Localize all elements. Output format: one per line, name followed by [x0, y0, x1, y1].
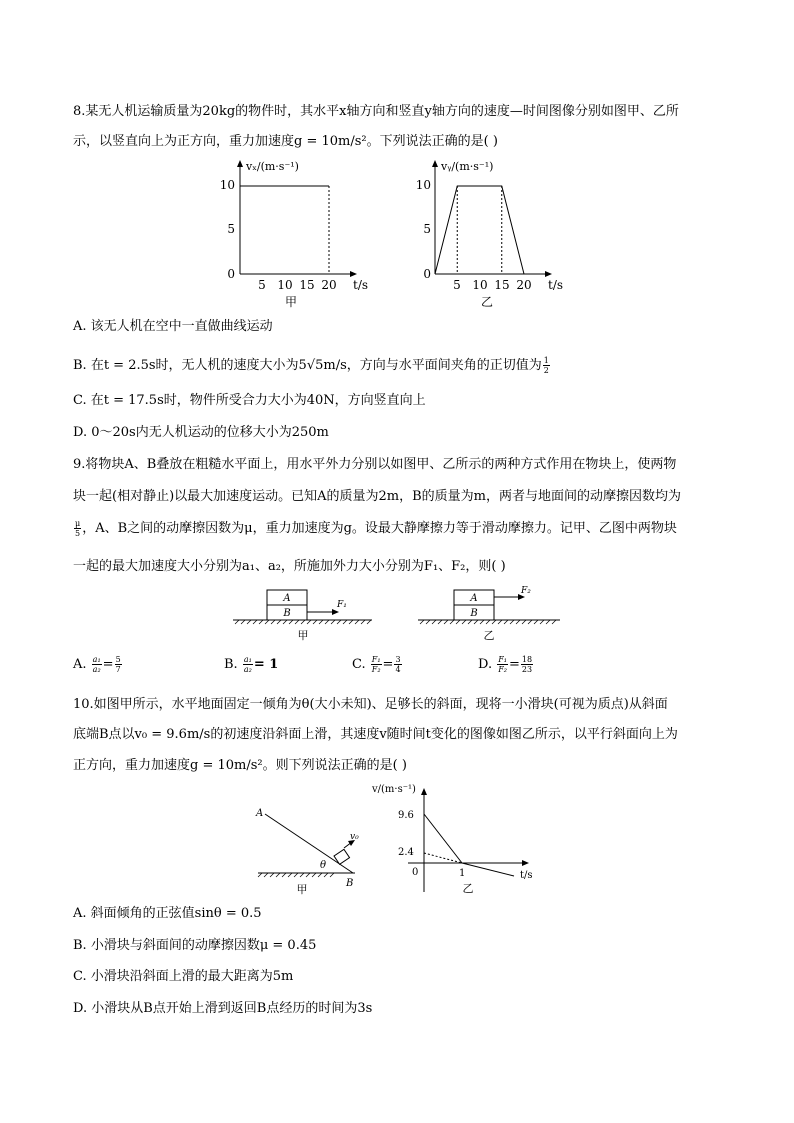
- q10a-label-b: B: [346, 878, 354, 889]
- q8a-y-arrow: [237, 160, 243, 167]
- q10b-up-line: [424, 814, 462, 863]
- q10b-ytick-2-4: 2.4: [398, 847, 414, 858]
- q10-option-d: D. 小滑块从B点开始上滑到返回B点经历的时间为3s: [73, 1001, 373, 1016]
- q8a-ylabel: vₓ/(m·s⁻¹): [246, 160, 299, 173]
- q9-option-d-rhs-den: 23: [521, 665, 533, 674]
- q9-option-c-lhs: [371, 655, 382, 674]
- q10a-hatch: [258, 873, 334, 877]
- q10-option-a: A. 斜面倾角的正弦值sinθ = 0.5: [73, 906, 262, 921]
- q10b-zero: 0: [412, 867, 419, 878]
- q10b-caption: 乙: [462, 882, 474, 895]
- q10b-down-line: [462, 863, 514, 876]
- q9-option-a-lhs-num: a₁: [92, 655, 101, 664]
- q9-stem-line4: 一起的最大加速度大小分别为a₁、a₂，所施加外力大小分别为F₁、F₂，则( ): [73, 559, 506, 574]
- q9-jia-hatch: [235, 620, 371, 624]
- q10-stem-line1: 10.如图甲所示，水平地面固定一倾角为θ(大小未知)、足够长的斜面，现将一小滑块(可视为质点)从斜面: [73, 697, 668, 712]
- q9-option-c-lhs-den: F₂: [371, 665, 381, 674]
- q9-option-a-rhs-den: 7: [115, 665, 121, 674]
- q10-figure-a: [250, 800, 370, 896]
- q9-option-b-lhs-num: a₁: [243, 655, 252, 664]
- q8b-x-arrow: [545, 271, 552, 277]
- q9-option-d-rhs: [521, 655, 533, 674]
- q9-yi-hatch: [420, 620, 556, 624]
- q8b-ylabel: vᵧ/(m·s⁻¹): [441, 160, 494, 173]
- q10a-label-a: A: [256, 808, 264, 819]
- q8a-xtick-20: 20: [321, 278, 337, 292]
- q8b-xtick-20: 20: [516, 278, 532, 292]
- q10-option-c: C. 小滑块沿斜面上滑的最大距离为5m: [73, 969, 294, 984]
- q8a-xtick-15: 15: [299, 278, 315, 292]
- q8a-xlabel: t/s: [353, 278, 369, 292]
- q8-stem-line2: 示，以竖直向上为正方向，重力加速度g = 10m/s²。下列说法正确的是( ): [73, 134, 498, 149]
- q9-option-c-rhs-num: 3: [395, 655, 401, 664]
- q9-stem-line3-text: ，A、B之间的动摩擦因数为μ，重力加速度为g。设最大静摩擦力等于滑动摩擦力。记甲、乙图中两物块: [82, 521, 677, 536]
- q9-option-a-eq: =: [102, 657, 114, 672]
- q9-yi-label-a: A: [470, 593, 478, 604]
- q8b-xtick-15: 15: [494, 278, 510, 292]
- q9-option-d-lhs-num: F₁: [498, 655, 507, 664]
- q9-option-a-rhs-num: 5: [115, 655, 121, 664]
- q9-stem-line1: 9.将物块A、B叠放在粗糙水平面上，用水平外力分别以如图甲、乙所示的两种方式作用在物块上，使两物: [73, 457, 677, 472]
- q10-stem-line2: 底端B点以v₀ = 9.6m/s的初速度沿斜面上滑，其速度v随时间t变化的图像如图乙所示，以平行斜面向上为: [73, 727, 678, 742]
- q8-figure-b: [412, 158, 572, 310]
- q9-option-a-label: A.: [73, 657, 87, 672]
- q9-option-d-lhs: [497, 655, 508, 674]
- q9-stem-line3: [73, 519, 677, 538]
- q8b-xtick-10: 10: [472, 278, 488, 292]
- q8-option-c: C. 在t = 17.5s时，物件所受合力大小为40N，方向竖直向上: [73, 393, 426, 408]
- q8-option-a: A. 该无人机在空中一直做曲线运动: [73, 319, 273, 334]
- q9-figure: [225, 585, 575, 643]
- q9-stem-line2: 块一起(相对静止)以最大加速度运动。已知A的质量为2m，B的质量为m，两者与地面间的动摩擦因数均为: [73, 489, 682, 504]
- q9-jia-caption: 甲: [297, 629, 309, 642]
- q9-option-c-rhs-den: 4: [395, 665, 401, 674]
- q9-option-d-lhs-den: F₂: [498, 665, 507, 674]
- q9-option-d-rhs-num: 18: [521, 655, 533, 664]
- q9-option-d-label: D.: [478, 657, 493, 672]
- q9-yi-caption: 乙: [483, 629, 495, 642]
- q8-option-b-fraction: [543, 356, 550, 375]
- q9-option-d: [478, 655, 534, 674]
- q9-option-b-lhs-den: a₂: [243, 665, 252, 674]
- q10b-dashed-line: [424, 853, 462, 863]
- q9-option-b: [224, 655, 278, 674]
- q8a-x-arrow: [350, 271, 357, 277]
- q9-jia-label-b: B: [283, 608, 291, 619]
- q10a-v0-label: v₀: [350, 832, 359, 842]
- q8-stem-line1: 8.某无人机运输质量为20kg的物件时，其水平x轴方向和竖直y轴方向的速度—时间图像分别如图甲、乙所: [73, 104, 679, 119]
- q9-mu-num: μ: [75, 519, 81, 528]
- q10b-xtick-1: 1: [459, 868, 466, 879]
- q8b-ytick-0: 0: [423, 267, 431, 281]
- q8-option-b: [73, 356, 551, 375]
- q9-option-a-rhs: [115, 655, 122, 674]
- q8a-ytick-10: 10: [219, 178, 235, 192]
- q10a-caption: 甲: [296, 883, 308, 896]
- q9-option-c-eq: =: [382, 657, 394, 672]
- q8a-xtick-5: 5: [258, 278, 266, 292]
- q9-option-a: [73, 655, 123, 674]
- q8-option-d: D. 0～20s内无人机运动的位移大小为250m: [73, 425, 329, 440]
- q8a-xtick-10: 10: [277, 278, 293, 292]
- q8b-y-arrow: [432, 160, 438, 167]
- q9-yi-label-b: B: [470, 608, 478, 619]
- q8b-ytick-10: 10: [415, 178, 431, 192]
- q9-option-b-label: B.: [224, 657, 238, 672]
- q10b-y-arrow: [421, 788, 427, 795]
- q9-mu-fraction: [74, 519, 81, 538]
- q9-option-a-lhs: [92, 655, 102, 674]
- q8-option-b-text: B. 在t = 2.5s时，无人机的速度大小为5√5m/s，方向与水平面间夹角的正切值为: [73, 358, 542, 373]
- q10-figure-b: [368, 780, 548, 896]
- q10b-xlabel: t/s: [520, 870, 533, 881]
- q9-mu-den: 5: [75, 529, 81, 538]
- q10b-x-arrow: [522, 860, 529, 866]
- q9-option-c-label: C.: [352, 657, 366, 672]
- q10a-theta: θ: [320, 860, 327, 871]
- q9-option-c-lhs-num: F₁: [371, 655, 381, 664]
- q9-option-d-eq: =: [509, 657, 520, 672]
- q8a-ytick-0: 0: [227, 267, 235, 281]
- q9-jia-label-a: A: [283, 593, 291, 604]
- q10-stem-line3: 正方向，重力加速度g = 10m/s²。则下列说法正确的是( ): [73, 758, 407, 773]
- q8b-series-line: [435, 186, 524, 274]
- q8a-caption: 甲: [284, 295, 298, 309]
- q9-jia-force-label: F₁: [337, 600, 347, 610]
- q9-option-b-lhs: [243, 655, 253, 674]
- q8b-caption: 乙: [480, 295, 494, 309]
- q9-yi-force-label: F₂: [521, 586, 531, 596]
- q8b-ytick-5: 5: [423, 222, 431, 236]
- q9-option-c-rhs: [394, 655, 401, 674]
- q8-option-b-num: 1: [543, 356, 549, 365]
- q9-option-a-lhs-den: a₂: [92, 665, 101, 674]
- q9-option-b-eq: = 1: [253, 657, 279, 672]
- q9-option-c: [352, 655, 403, 674]
- q8-figure-a: [219, 158, 369, 310]
- q10b-ylabel: v/(m·s⁻¹): [372, 784, 416, 795]
- q10b-ytick-9-6: 9.6: [398, 810, 414, 821]
- q8-option-b-den: 2: [543, 366, 549, 375]
- q8b-xlabel: t/s: [548, 278, 564, 292]
- q10-option-b: B. 小滑块与斜面间的动摩擦因数μ = 0.45: [73, 938, 317, 953]
- q8a-ytick-5: 5: [227, 222, 235, 236]
- q8b-xtick-5: 5: [453, 278, 461, 292]
